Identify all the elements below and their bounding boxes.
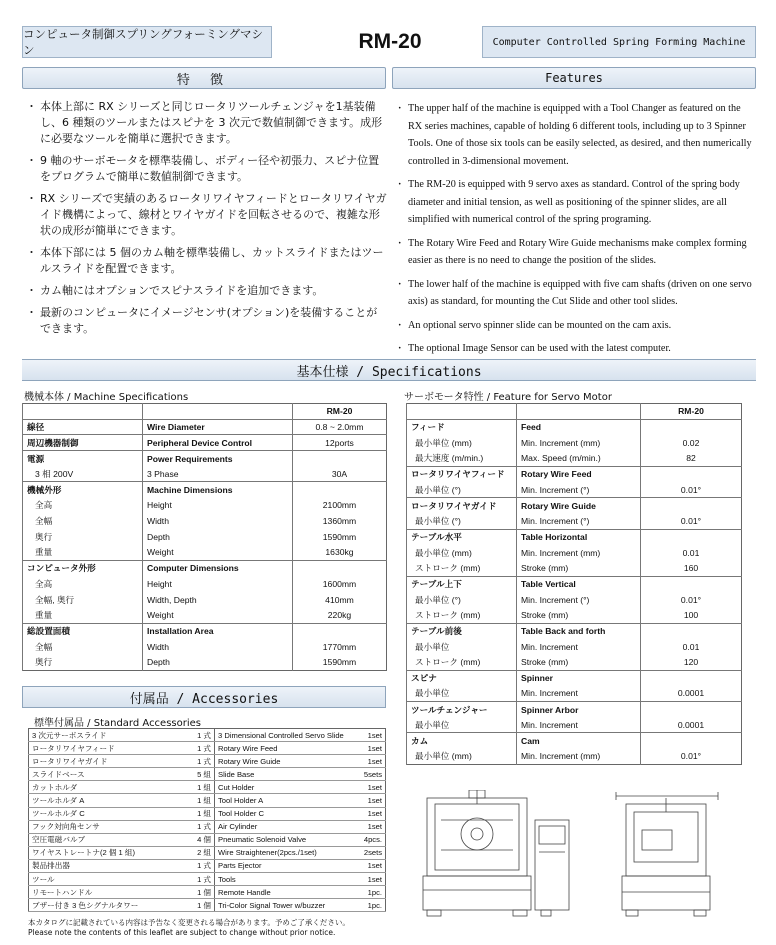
accessories-table (28, 728, 386, 912)
machine-spec-label-en: Peripheral Device Control (143, 435, 293, 451)
servo-spec-row (407, 686, 742, 702)
accessory-qty-jp: 1 組 (183, 781, 215, 794)
servo-spec-value (641, 419, 742, 435)
features-jp-heading: 特 徴 (22, 67, 386, 89)
machine-spec-label-jp: 総設置面積 (23, 623, 143, 639)
feature-en-item: · The optional Image Sensor can be used with the latest computer. (398, 340, 754, 358)
accessory-name-en: Air Cylinder (215, 820, 353, 833)
machine-spec-label-jp: 全幅, 奥行 (23, 592, 143, 608)
machine-spec-row (23, 655, 387, 671)
servo-spec-row (407, 513, 742, 529)
machine-spec-row (23, 576, 387, 592)
servo-spec-row (407, 717, 742, 733)
accessory-name-jp: カットホルダ (29, 781, 183, 794)
servo-spec-row (407, 749, 742, 765)
accessory-name-jp: スライドベース (29, 768, 183, 781)
machine-spec-row (23, 529, 387, 545)
servo-spec-label-en: Table Back and forth (517, 623, 641, 639)
servo-spec-value (641, 466, 742, 482)
features-en-list (398, 100, 754, 364)
servo-spec-label-jp: ロータリワイヤガイド (407, 498, 517, 514)
servo-spec-label-jp: テーブル上下 (407, 576, 517, 592)
machine-spec-value: 220kg (293, 607, 387, 623)
accessory-row (29, 768, 386, 781)
servo-spec-label-en: Spinner Arbor (517, 702, 641, 718)
machine-spec-label-jp: 機械外形 (23, 482, 143, 498)
accessories-heading: 付属品 / Accessories (22, 686, 386, 708)
servo-spec-value: 100 (641, 607, 742, 623)
machine-spec-row (23, 639, 387, 655)
machine-spec-label-en: Depth (143, 655, 293, 671)
servo-spec-value: 82 (641, 451, 742, 467)
machine-spec-value: 1590mm (293, 655, 387, 671)
servo-spec-row (407, 435, 742, 451)
servo-spec-label-en: Table Horizontal (517, 529, 641, 545)
servo-spec-row (407, 576, 742, 592)
servo-spec-label-jp: ストローク (mm) (407, 607, 517, 623)
accessory-name-jp: ロータリワイヤガイド (29, 755, 183, 768)
servo-spec-label-en: Spinner (517, 670, 641, 686)
servo-spec-label-en: Stroke (mm) (517, 607, 641, 623)
accessory-qty-jp: 4 個 (183, 833, 215, 846)
servo-spec-row (407, 623, 742, 639)
feature-jp-item: ・ 本体下部には 5 個のカム軸を標準装備し、カットスライドまたはツールスライドを配置できます。 (28, 245, 388, 277)
servo-spec-label-jp: テーブル前後 (407, 623, 517, 639)
servo-spec-label-en: Min. Increment (mm) (517, 435, 641, 451)
servo-spec-label-en: Min. Increment (°) (517, 592, 641, 608)
machine-spec-label-en: Width (143, 513, 293, 529)
servo-spec-value: 0.0001 (641, 686, 742, 702)
accessory-qty-jp: 1 式 (183, 820, 215, 833)
footnote-jp: 本カタログに記載されている内容は予告なく変更される場合があります。予めご了承ください。 (28, 918, 350, 927)
machine-spec-row (23, 498, 387, 514)
machine-spec-label-jp: 全幅 (23, 639, 143, 655)
machine-spec-label-jp: 全幅 (23, 513, 143, 529)
machine-spec-label-en: Height (143, 498, 293, 514)
accessory-qty-en: 1set (353, 729, 386, 742)
accessory-name-en: Slide Base (215, 768, 353, 781)
accessory-qty-en: 1pc. (353, 886, 386, 899)
accessory-name-en: Tools (215, 873, 353, 886)
accessory-name-en: Parts Ejector (215, 859, 353, 872)
accessory-row (29, 755, 386, 768)
accessory-qty-jp: 1 式 (183, 859, 215, 872)
accessory-qty-en: 1set (353, 781, 386, 794)
servo-spec-row (407, 419, 742, 435)
accessory-row (29, 899, 386, 912)
machine-spec-row (23, 560, 387, 576)
servo-spec-row (407, 545, 742, 561)
feature-en-item: · The RM-20 is equipped with 9 servo axes as standard. Control of the spring body diameter and initial tension, as well as positioning of the spinner slides, are all simplified with numerical control of the spring programing. (398, 176, 754, 229)
servo-spec-label-en: Rotary Wire Guide (517, 498, 641, 514)
machine-spec-label-en: Wire Diameter (143, 419, 293, 435)
specifications-heading: 基本仕様 / Specifications (22, 359, 756, 381)
accessory-qty-en: 2sets (353, 846, 386, 859)
feature-en-item: · The lower half of the machine is equipped with five cam shafts (driven on one servo axis) as standard, for mounting the Cut Slide and other tool slides. (398, 276, 754, 311)
servo-spec-row (407, 466, 742, 482)
machine-spec-label-en: Weight (143, 607, 293, 623)
accessory-row (29, 846, 386, 859)
servo-spec-row (407, 733, 742, 749)
servo-spec-row (407, 639, 742, 655)
servo-spec-value (641, 498, 742, 514)
accessory-qty-jp: 1 個 (183, 899, 215, 912)
servo-spec-value (641, 670, 742, 686)
machine-spec-label-en: Computer Dimensions (143, 560, 293, 576)
feature-en-item: · An optional servo spinner slide can be mounted on the cam axis. (398, 317, 754, 335)
servo-specs-heading: サーボモータ特性 / Feature for Servo Motor (404, 392, 612, 403)
servo-spec-label-jp: スピナ (407, 670, 517, 686)
servo-spec-label-en: Min. Increment (mm) (517, 749, 641, 765)
servo-spec-value: 0.0001 (641, 717, 742, 733)
servo-spec-label-jp: ストローク (mm) (407, 655, 517, 671)
machine-spec-row (23, 592, 387, 608)
machine-spec-label-jp: 奥行 (23, 529, 143, 545)
accessory-name-jp: 空圧電磁バルブ (29, 833, 183, 846)
servo-spec-label-en: Table Vertical (517, 576, 641, 592)
machine-spec-label-en: Weight (143, 545, 293, 561)
servo-spec-value: 0.01 (641, 639, 742, 655)
servo-spec-label-en: Min. Increment (°) (517, 482, 641, 498)
machine-spec-label-jp: 全高 (23, 576, 143, 592)
servo-spec-label-jp: 最小単位 (407, 686, 517, 702)
accessory-name-en: Wire Straightener(2pcs./1set) (215, 846, 353, 859)
servo-spec-column-header: RM-20 (641, 404, 742, 420)
accessory-name-jp: ツールホルダ C (29, 807, 183, 820)
features-jp-list (28, 99, 388, 343)
servo-spec-value: 0.01° (641, 749, 742, 765)
machine-spec-label-jp: 重量 (23, 545, 143, 561)
accessory-qty-en: 1pc. (353, 899, 386, 912)
servo-spec-label-jp: フィード (407, 419, 517, 435)
machine-spec-row (23, 466, 387, 482)
accessory-qty-jp: 1 組 (183, 807, 215, 820)
feature-jp-item: ・ RX シリーズで実績のあるロータリワイヤフィードとロータリワイヤガイド機構によって、線材とワイヤガイドを回転させるので、複雑な形状の成形が簡単にできます。 (28, 191, 388, 239)
machine-spec-value: 1590mm (293, 529, 387, 545)
servo-spec-label-en: Stroke (mm) (517, 655, 641, 671)
machine-spec-label-jp: 重量 (23, 607, 143, 623)
accessory-qty-en: 1set (353, 859, 386, 872)
machine-spec-label-jp: 奥行 (23, 655, 143, 671)
accessory-qty-en: 5sets (353, 768, 386, 781)
footnote-en: Please note the contents of this leaflet are subject to change without prior notice. (28, 928, 336, 937)
machine-spec-row (23, 545, 387, 561)
machine-spec-value (293, 560, 387, 576)
accessory-name-jp: ツール (29, 873, 183, 886)
machine-spec-label-jp: 周辺機器制御 (23, 435, 143, 451)
machine-spec-label-jp: コンピュータ外形 (23, 560, 143, 576)
servo-spec-label-jp: 最小単位 (mm) (407, 435, 517, 451)
machine-spec-label-en: Width, Depth (143, 592, 293, 608)
servo-spec-label-jp: 最小単位 (407, 717, 517, 733)
machine-spec-header-row (23, 404, 387, 420)
servo-spec-value (641, 623, 742, 639)
servo-spec-label-jp: 最小単位 (mm) (407, 545, 517, 561)
feature-en-item: · The Rotary Wire Feed and Rotary Wire Guide mechanisms make complex forming easier as there is no need to change the position of the slides. (398, 235, 754, 270)
accessory-name-jp: ブザー付き 3 色シグナルタワー (29, 899, 183, 912)
machine-specs-table (22, 403, 387, 671)
machine-spec-row (23, 419, 387, 435)
servo-spec-label-en: Rotary Wire Feed (517, 466, 641, 482)
feature-en-item: · The upper half of the machine is equipped with a Tool Changer as featured on the RX series machines, capable of holding 6 different tools, including up to 3 Spinner Tools. One of those six tools can be easily selected, as desired, and then numerically controlled in 3-dimensional movement. (398, 100, 754, 170)
machine-spec-label-en: Width (143, 639, 293, 655)
machine-spec-label-en: Depth (143, 529, 293, 545)
accessory-qty-en: 4pcs. (353, 833, 386, 846)
features-en-heading: Features (392, 67, 756, 89)
accessory-name-jp: リモートハンドル (29, 886, 183, 899)
machine-spec-value: 1600mm (293, 576, 387, 592)
accessory-name-en: Tri-Color Signal Tower w/buzzer (215, 899, 353, 912)
machine-spec-value (293, 482, 387, 498)
accessory-qty-jp: 1 式 (183, 742, 215, 755)
accessory-row (29, 729, 386, 742)
accessory-name-en: 3 Dimensional Controlled Servo Slide (215, 729, 353, 742)
machine-spec-label-en: Installation Area (143, 623, 293, 639)
empty-cell (23, 404, 143, 420)
servo-spec-label-jp: 最小単位 (mm) (407, 749, 517, 765)
machine-spec-value (293, 623, 387, 639)
machine-spec-value: 0.8 ~ 2.0mm (293, 419, 387, 435)
footnote (28, 918, 350, 938)
accessory-qty-jp: 2 組 (183, 846, 215, 859)
machine-spec-label-en: Power Requirements (143, 451, 293, 467)
accessory-row (29, 820, 386, 833)
servo-spec-value (641, 702, 742, 718)
servo-spec-value: 0.01 (641, 545, 742, 561)
machine-spec-value (293, 451, 387, 467)
accessory-name-en: Rotary Wire Feed (215, 742, 353, 755)
servo-spec-row (407, 498, 742, 514)
machine-spec-label-jp: 電源 (23, 451, 143, 467)
servo-spec-label-jp: カム (407, 733, 517, 749)
servo-spec-value: 120 (641, 655, 742, 671)
servo-spec-label-en: Feed (517, 419, 641, 435)
machine-spec-row (23, 451, 387, 467)
accessory-row (29, 859, 386, 872)
servo-spec-label-en: Min. Increment (517, 686, 641, 702)
header-jp-title: コンピュータ制御スプリングフォーミングマシン (22, 26, 272, 58)
servo-spec-row (407, 702, 742, 718)
servo-spec-row (407, 655, 742, 671)
accessory-qty-en: 1set (353, 742, 386, 755)
servo-spec-label-en: Min. Increment (517, 639, 641, 655)
servo-spec-value (641, 576, 742, 592)
machine-spec-value: 1630kg (293, 545, 387, 561)
servo-spec-value (641, 529, 742, 545)
servo-spec-row (407, 482, 742, 498)
machine-spec-row (23, 435, 387, 451)
accessory-name-jp: 製品排出器 (29, 859, 183, 872)
feature-jp-item: ・ 最新のコンピュータにイメージセンサ(オプション)を装備することができます。 (28, 305, 388, 337)
machine-spec-label-en: Machine Dimensions (143, 482, 293, 498)
feature-jp-item: ・ 本体上部に RX シリーズと同じロータリツールチェンジャを1基装備し、6 種類のツールまたはスピナを 3 次元で数値制御できます。成形に必要なツールを簡単に選択できます。 (28, 99, 388, 147)
servo-spec-value: 0.01° (641, 513, 742, 529)
servo-spec-label-jp: ツールチェンジャー (407, 702, 517, 718)
servo-spec-label-jp: 最小単位 (407, 639, 517, 655)
feature-jp-item: ・ 9 軸のサーボモータを標準装備し、ボディー径や初張力、スピナ位置をプログラムで簡単に数値制御できます。 (28, 153, 388, 185)
accessory-name-en: Pneumatic Solenoid Valve (215, 833, 353, 846)
accessory-qty-jp: 1 式 (183, 873, 215, 886)
servo-spec-value (641, 733, 742, 749)
accessory-qty-en: 1set (353, 794, 386, 807)
accessory-name-jp: フック対向角センサ (29, 820, 183, 833)
servo-spec-label-en: Min. Increment (mm) (517, 545, 641, 561)
accessory-qty-jp: 5 組 (183, 768, 215, 781)
servo-spec-row (407, 592, 742, 608)
servo-spec-label-jp: 最小単位 (°) (407, 592, 517, 608)
accessory-qty-en: 1set (353, 755, 386, 768)
servo-spec-header-row (407, 404, 742, 420)
accessory-row (29, 833, 386, 846)
servo-spec-row (407, 529, 742, 545)
servo-spec-label-jp: 最小単位 (°) (407, 482, 517, 498)
header-en-title: Computer Controlled Spring Forming Machine (482, 26, 756, 58)
accessory-qty-en: 1set (353, 873, 386, 886)
machine-front-drawing (417, 790, 583, 922)
accessory-qty-jp: 1 個 (183, 886, 215, 899)
servo-spec-row (407, 607, 742, 623)
servo-spec-label-jp: テーブル水平 (407, 529, 517, 545)
machine-spec-label-jp: 全高 (23, 498, 143, 514)
accessory-qty-jp: 1 式 (183, 729, 215, 742)
servo-spec-value: 0.01° (641, 592, 742, 608)
accessory-row (29, 781, 386, 794)
machine-spec-label-en: Height (143, 576, 293, 592)
accessory-name-en: Tool Holder A (215, 794, 353, 807)
feature-jp-item: ・ カム軸にはオプションでスピナスライドを追加できます。 (28, 283, 388, 299)
machine-spec-value: 1360mm (293, 513, 387, 529)
accessory-name-jp: ワイヤストレートナ(2 個 1 組) (29, 846, 183, 859)
machine-spec-value: 1770mm (293, 639, 387, 655)
machine-spec-label-en: 3 Phase (143, 466, 293, 482)
servo-spec-label-en: Cam (517, 733, 641, 749)
accessory-name-jp: ロータリワイヤフィード (29, 742, 183, 755)
accessory-row (29, 873, 386, 886)
machine-spec-label-jp: 線径 (23, 419, 143, 435)
empty-cell (407, 404, 517, 420)
machine-spec-column-header: RM-20 (293, 404, 387, 420)
servo-spec-row (407, 670, 742, 686)
model-name: RM-20 (358, 30, 422, 53)
machine-spec-value: 12ports (293, 435, 387, 451)
servo-spec-value: 0.01° (641, 482, 742, 498)
servo-spec-label-en: Max. Speed (m/min.) (517, 451, 641, 467)
servo-spec-value: 160 (641, 560, 742, 576)
accessory-name-en: Rotary Wire Guide (215, 755, 353, 768)
servo-specs-table (406, 403, 742, 765)
servo-spec-label-jp: ロータリワイヤフィード (407, 466, 517, 482)
servo-spec-label-en: Stroke (mm) (517, 560, 641, 576)
servo-spec-row (407, 451, 742, 467)
servo-spec-label-en: Min. Increment (517, 717, 641, 733)
empty-cell (143, 404, 293, 420)
machine-spec-row (23, 482, 387, 498)
accessory-qty-en: 1set (353, 807, 386, 820)
accessory-row (29, 886, 386, 899)
machine-spec-row (23, 513, 387, 529)
machine-spec-value: 410mm (293, 592, 387, 608)
servo-spec-label-en: Min. Increment (°) (517, 513, 641, 529)
machine-spec-value: 2100mm (293, 498, 387, 514)
servo-spec-label-jp: 最小単位 (°) (407, 513, 517, 529)
accessory-name-en: Cut Holder (215, 781, 353, 794)
machine-spec-row (23, 623, 387, 639)
machine-spec-value: 30A (293, 466, 387, 482)
machine-spec-row (23, 607, 387, 623)
accessory-name-en: Remote Handle (215, 886, 353, 899)
servo-spec-row (407, 560, 742, 576)
accessory-qty-jp: 1 式 (183, 755, 215, 768)
servo-spec-label-jp: 最大速度 (m/min.) (407, 451, 517, 467)
accessory-row (29, 807, 386, 820)
empty-cell (517, 404, 641, 420)
accessory-row (29, 742, 386, 755)
accessory-qty-jp: 1 組 (183, 794, 215, 807)
machine-side-drawing (612, 790, 722, 922)
accessory-name-jp: ツールホルダ A (29, 794, 183, 807)
servo-spec-label-jp: ストローク (mm) (407, 560, 517, 576)
accessory-name-en: Tool Holder C (215, 807, 353, 820)
standard-accessories-heading: 標準付属品 / Standard Accessories (34, 718, 202, 729)
servo-spec-value: 0.02 (641, 435, 742, 451)
accessory-qty-en: 1set (353, 820, 386, 833)
machine-specs-heading: 機械本体 / Machine Specifications (24, 392, 189, 403)
machine-spec-label-jp: 3 相 200V (23, 466, 143, 482)
accessory-row (29, 794, 386, 807)
accessory-name-jp: 3 次元サーボスライド (29, 729, 183, 742)
